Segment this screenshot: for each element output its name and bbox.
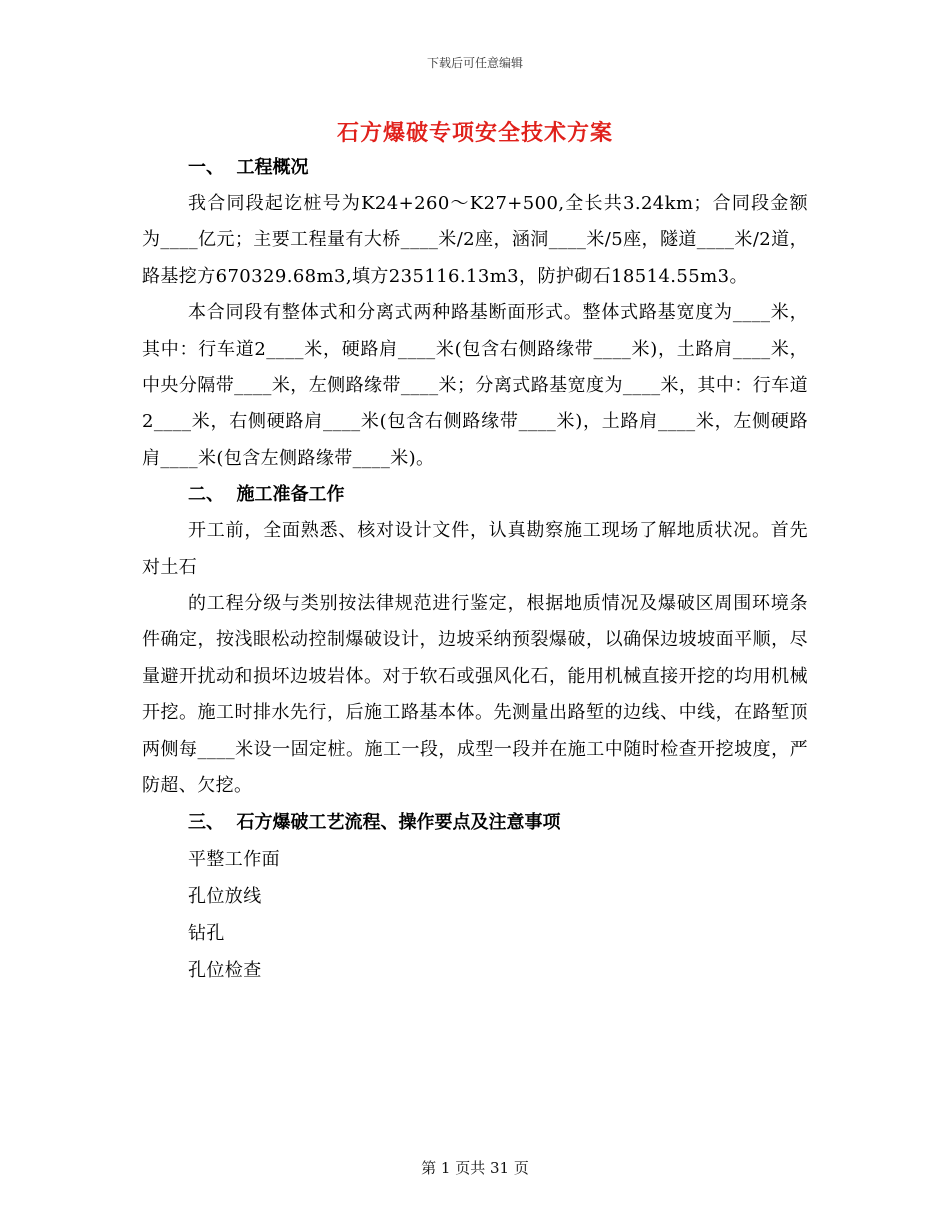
- section-heading-preparation: 二、 施工准备工作: [188, 484, 345, 506]
- process-step: 平整工作面: [188, 848, 280, 870]
- document-body: [142, 150, 808, 989]
- header-note: 下载后可任意编辑: [426, 56, 523, 70]
- paragraph-overview-2: 本合同段有整体式和分离式两种路基断面形式。整体式路基宽度为____米，其中：行车道2____米，硬路肩____米(包含右侧路缘带____米)，土路肩____米，中央分隔带____米，左侧路缘带____米；分离式路基宽度为____米，其中：行车道2____米，右侧硬路肩____米(包含右侧路缘带____米)，土路肩____米，左侧硬路肩____米(包含左侧路缘带____米)。: [142, 302, 808, 469]
- process-step: 钻孔: [188, 922, 225, 944]
- section-heading-overview: 一、 工程概况: [188, 157, 309, 178]
- paragraph-preparation-1: 开工前，全面熟悉、核对设计文件，认真勘察施工现场了解地质状况。首先对土石: [142, 520, 808, 578]
- paragraph-overview-1: 我合同段起讫桩号为K24+260～K27+500,全长共3.24km；合同段金额为____亿元；主要工程量有大桥____米/2座，涵洞____米/5座，隧道____米/2道，路基挖方670329.68m3,填方235116.13m3，防护砌石18514.55m3。: [142, 193, 808, 287]
- section-heading-process: 三、 石方爆破工艺流程、操作要点及注意事项: [188, 811, 561, 833]
- paragraph-preparation-2: 的工程分级与类别按法律规范进行鉴定，根据地质情况及爆破区周围环境条件确定，按浅眼松动控制爆破设计，边坡采纳预裂爆破，以确保边坡坡面平顺，尽量避开扰动和损坏边坡岩体。对于软石或强风化石，能用机械直接开挖的均用机械开挖。施工时排水先行，后施工路基本体。先测量出路堑的边线、中线，在路堑顶两侧每____米设一固定桩。施工一段，成型一段并在施工中随时检查开挖坡度，严防超、欠挖。: [142, 593, 808, 797]
- process-step: 孔位放线: [188, 885, 262, 907]
- process-step: 孔位检查: [188, 959, 262, 981]
- page-footer: 第 1 页共 31 页: [421, 1159, 529, 1177]
- document-title: 石方爆破专项安全技术方案: [336, 120, 613, 146]
